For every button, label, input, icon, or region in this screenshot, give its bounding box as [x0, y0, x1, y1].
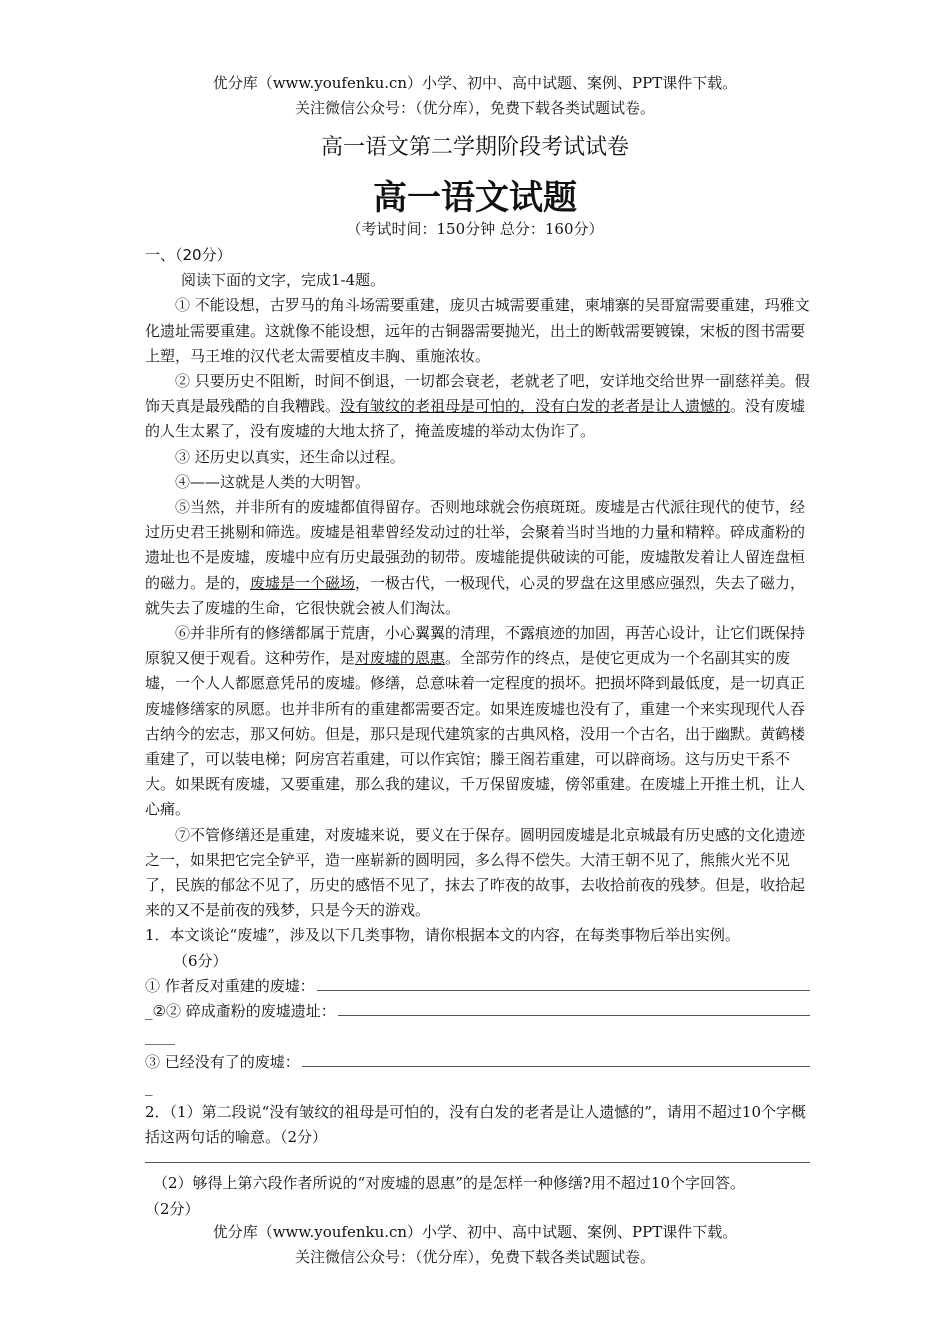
paragraph-2-text-a: ② 只要历史不阻断，时间不倒退，一切都会衰老，老就老了吧，安详地交给世界一副慈祥美。假饰天真是最残酷的自我糟践。 [145, 372, 810, 416]
section-heading-score: 20 [182, 246, 202, 264]
footer-line-2: 关注微信公众号：（优分库），免费下载各类试题试卷。 [294, 1248, 655, 1266]
answer-label-1a: ① 作者反对重建的废墟： [145, 976, 315, 995]
paragraph-2-text-b: 。没有废墟的人生太累了，没有废墟的大地太挤了，掩盖废墟的举动太伪诈了。 [145, 397, 806, 441]
paragraph-5-underlined: 废墟是一个磁场 [250, 573, 356, 592]
answer-label-1b: ② 碎成齑粉的废墟遗址： [165, 1002, 336, 1021]
answer-label-1c: ③ 已经没有了的废墟： [145, 1052, 300, 1071]
paragraph-4: ④——这就是人类的大明智。 [175, 472, 371, 491]
section-heading [145, 243, 810, 268]
paragraph-6 [145, 621, 810, 823]
answer-blank-2-1[interactable] [145, 1150, 810, 1163]
answer-blank-1b[interactable] [338, 1001, 810, 1016]
section-heading-suffix: 分） [201, 246, 232, 264]
question-2-2: （2）够得上第六段作者所说的“对废墟的恩惠”的是怎样一种修缮?用不超过10个字回答。 [153, 1174, 746, 1193]
answer-blank-1a[interactable] [317, 976, 810, 991]
answer-line-1c [145, 1050, 810, 1075]
reading-intro: 阅读下面的文字，完成1-4题。 [181, 271, 386, 290]
paragraph-7: ⑦不管修缮还是重建，对废墟来说，要义在于保存。圆明园废墟是北京城最有历史感的文化遗迹之一，如果把它完全铲平，造一座崭新的圆明园，多么得不偿失。大清王朝不见了，熊熊火光不见了，民族的郁忿不见了，历史的感悟不见了，抹去了昨夜的故事，去收拾前夜的残梦。但是，收拾起来的又不是前夜的残梦，只是今天的游戏。 [145, 825, 806, 920]
answer-prefix-1b: _② [145, 1002, 166, 1021]
answer-blank-1c[interactable] [302, 1052, 810, 1067]
question-2-2-score: （2分） [145, 1199, 200, 1218]
answer-line-1b [145, 999, 810, 1024]
paragraph-6-text-b: 。全部劳作的终点，是使它更成为一个名副其实的废墟，一个人人都愿意凭吊的废墟。修缮，总意味着一定程度的损坏。把损坏降到最低度，是一切真正废墟修缮家的夙愿。也并非所有的重建都需要否定。如果连废墟也没有了，重建一个来实现现代人吞古纳今的宏志，那又何妨。但是，那只是现代建筑家的古典风格，没用一个古名，出于幽默。黄鹤楼重建了，可以装电梯；阿房宫若重建，可以作宾馆；滕王阁若重建，可以辟商场。这与历史干系不大。如果既有废墟，又要重建，那么我的建议，千万保留废墟，傍邻重建。在废墟上开推土机，让人心痛。 [145, 649, 806, 819]
paragraph-1: ① 不能设想，古罗马的角斗场需要重建，庞贝古城需要重建，柬埔寨的吴哥窟需要重建，玛雅文化遗址需要重建。这就像不能设想，远年的古铜器需要抛光，出土的断戟需要镀镍，宋板的图书需要上塑，马王堆的汉代老太需要植皮丰胸、重施浓妆。 [145, 296, 810, 365]
paragraph-2 [145, 369, 810, 445]
exam-info: （考试时间：150分钟 总分：160分） [346, 220, 604, 238]
question-1-score: （6分） [173, 951, 228, 970]
paragraph-5-text-a: ⑤当然，并非所有的废墟都值得留存。否则地球就会伤痕斑斑。废墟是古代派往现代的使节，经过历史君王挑剔和筛选。废墟是祖辈曾经发动过的壮举，会聚着当时当地的力量和精粹。碎成齑粉的遗址也不是废墟，废墟中应有历史最强劲的韧带。废墟能提供破读的可能，废墟散发着让人留连盘桓的磁力。是的， [145, 498, 806, 592]
question-2-1: 2．（1）第二段说“没有皱纹的祖母是可怕的，没有白发的老者是让人遗憾的”，请用不超过10个字概括这两句话的喻意。（2分） [145, 1102, 807, 1147]
header-line-1: 优分库（www.youfenku.cn）小学、初中、高中试题、案例、PPT课件下载。 [212, 74, 738, 92]
section-heading-prefix: 一、（ [145, 246, 183, 264]
header-line-2: 关注微信公众号：（优分库），免费下载各类试题试卷。 [294, 99, 655, 117]
exam-body [145, 243, 810, 1222]
paragraph-2-underlined: 没有皱纹的老祖母是可怕的，没有白发的老者是让人遗憾的 [340, 397, 731, 416]
paragraph-6-underlined: 对废墟的恩惠 [355, 649, 446, 668]
paragraph-3: ③ 还历史以真实，还生命以过程。 [175, 447, 405, 466]
paragraph-5 [145, 495, 810, 621]
paragraph-5-text-b: ，一极古代，一极现代，心灵的罗盘在这里感应强烈，失去了磁力，就失去了废墟的生命，它很快就会被人们淘汰。 [145, 573, 806, 617]
answer-tail-1c: _ [145, 1077, 153, 1096]
answer-tail-1b: ____ [145, 1027, 175, 1046]
answer-line-1a [145, 974, 810, 999]
footer-line-1: 优分库（www.youfenku.cn）小学、初中、高中试题、案例、PPT课件下载。 [212, 1223, 738, 1241]
question-1: 1．本文谈论“废墟”，涉及以下几类事物，请你根据本文的内容，在每类事物后举出实例。 [145, 926, 740, 945]
exam-subtitle: 高一语文第二学期阶段考试试卷 [320, 135, 629, 160]
exam-title: 高一语文试题 [373, 178, 577, 218]
paragraph-6-text-a: ⑥并非所有的修缮都属于荒唐，小心翼翼的清理，不露痕迹的加固，再苦心设计，让它们既保持原貌又便于观看。这种劳作，是 [145, 624, 806, 668]
